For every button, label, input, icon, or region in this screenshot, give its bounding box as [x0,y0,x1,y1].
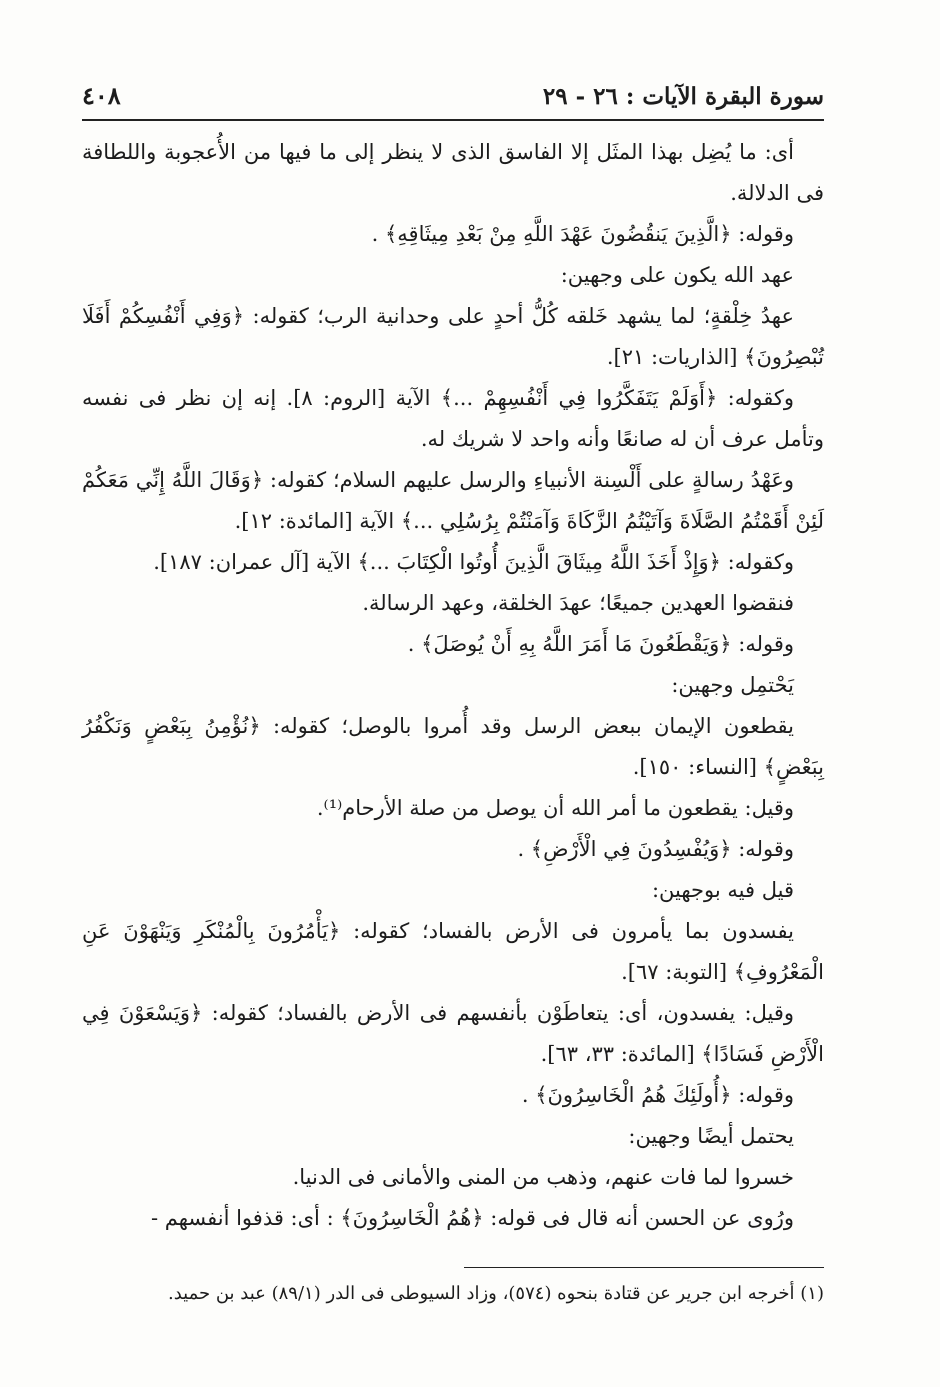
paragraph: قيل فيه بوجهين: [651,878,794,902]
paragraph: يقطعون الإيمان ببعض الرسل وقد أُمروا بالوصل؛ كقوله: ﴿نُؤْمِنُ بِبَعْضٍ وَنَكْفُرُ بِبَعْضٍ﴾ [النساء: ١٥٠]. [82,714,824,779]
running-title: سورة البقرة الآيات : ٢٦ - ٢٩ [542,83,824,110]
paragraph: عهدُ خِلْقةٍ؛ لما يشهد خَلقه كُلُّ أحدٍ على وحدانية الرب؛ كقوله: ﴿وَفِي أَنْفُسِكُمْ أَفَلَا تُبْصِرُونَ﴾ [الذاريات: ٢١]. [82,304,824,369]
paragraph: وقوله: ﴿وَيُفْسِدُونَ فِي الْأَرْضِ﴾ . [517,837,794,861]
footnote: (١) أخرجه ابن جرير عن قتادة بنحوه (٥٧٤)، وزاد السيوطى فى الدر (٨٩/١) عبد بن حميد. [167,1283,824,1304]
paragraph: عهد الله يكون على وجهين: [560,263,794,287]
paragraph: وقوله: ﴿وَيَقْطَعُونَ مَا أَمَرَ اللَّهُ بِهِ أَنْ يُوصَلَ﴾ . [407,632,794,656]
paragraph: ورُوى عن الحسن أنه قال فى قوله: ﴿هُمُ الْخَاسِرُونَ﴾ : أى: قذفوا أنفسهم - [150,1206,794,1230]
paragraph: يفسدون بما يأمرون فى الأرض بالفساد؛ كقوله: ﴿يَأْمُرُونَ بِالْمُنْكَرِ وَيَنْهَوْنَ عَنِ الْمَعْرُوفِ﴾ [التوبة: ٦٧]. [82,919,824,984]
paragraph: يحتمل أيضًا وجهين: [628,1124,794,1148]
paragraph: فنقضوا العهدين جميعًا؛ عهدَ الخلقة، وعهد الرسالة. [362,591,794,615]
paragraph: يَحْتمِل وجهين: [671,673,794,697]
page-header [82,70,824,110]
paragraph: أى: ما يُضِل بهذا المثَل إلا الفاسق الذى لا ينظر إلى ما فيها من الأُعجوبة واللطافة فى الدلالة. [82,140,824,205]
footnote-rule [464,1267,824,1268]
paragraph: خسروا لما فات عنهم، وذهب من المنى والأمانى فى الدنيا. [292,1165,794,1189]
paragraph: وقوله: ﴿أُولَئِكَ هُمُ الْخَاسِرُونَ﴾ . [521,1083,794,1107]
paragraph: وقيل: يفسدون، أى: يتعاطَوْن بأنفسهم فى الأرض بالفساد؛ كقوله: ﴿وَيَسْعَوْنَ فِي الْأَرْضِ فَسَادًا﴾ [المائدة: ٣٣، ٦٣]. [82,1001,824,1066]
paragraph: وقيل: يقطعون ما أمر الله أن يوصل من صلة الأرحام⁽¹⁾. [316,796,794,820]
paragraph: وعَهْدُ رسالةٍ على أَلْسِنة الأنبياءِ والرسل عليهم السلام؛ كقوله: ﴿وَقَالَ اللَّهُ إِنِّي مَعَكُمْ لَئِنْ أَقَمْتُمُ الصَّلَاةَ وَآتَيْتُمُ الزَّكَاةَ وَآمَنْتُمْ بِرُسُلِي ...﴾ الآية [المائدة: ١٢]. [82,468,824,533]
paragraph: وكقوله: ﴿أَوَلَمْ يَتَفَكَّرُوا فِي أَنْفُسِهِمْ ...﴾ الآية [الروم: ٨]. إنه إن نظر فى نفسه وتأمل عرف أن له صانعًا وأنه واحد لا شريك له. [82,386,824,451]
main-text [82,132,824,1239]
paragraph: وقوله: ﴿الَّذِينَ يَنقُضُونَ عَهْدَ اللَّهِ مِنْ بَعْدِ مِيثَاقِهِ﴾ . [371,222,794,246]
header-rule [82,119,824,121]
page-number: ٤٠٨ [82,81,121,110]
paragraph: وكقوله: ﴿وَإِذْ أَخَذَ اللَّهُ مِيثَاقَ الَّذِينَ أُوتُوا الْكِتَابَ ...﴾ الآية [آل عمران: ١٨٧]. [153,550,794,574]
